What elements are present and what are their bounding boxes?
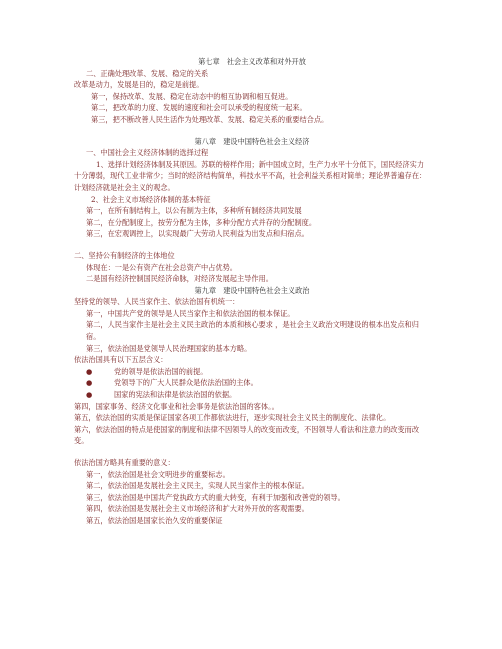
bullet-icon: ● [86,390,93,400]
bullet-text: 党的领导是依法治国的前提。 [114,366,208,376]
ch9-significance-5: 第五，依法治国是国家长治久安的重要保证 [86,515,223,525]
chapter-9-title: 第九章 建设中国特色社会主义政治 [194,285,310,295]
ch9-unity-3: 第三，依法治国是党领导人民治理国家的基本方略。 [86,343,252,353]
ch9-significance-4: 第四，依法治国是发展社会主义市场经济和扩大对外开放的客观需要。 [86,504,309,514]
ch9-meaning-6: 第六，依法治国的特点是使国家的制度和法律不因领导人的改变而改变，不因领导人看法和注意力的改变而改变。 [74,424,420,446]
bullet-item [74,377,430,389]
ch8-subheading-2: 2、社会主义市场经济体制的基本特征 [91,194,211,204]
ch8-sec2-line-1: 体现在：一是公有资产在社会总资产中占优势。 [86,262,237,272]
ch9-significance-2: 第二，依法治国是发展社会主义民主，实现人民当家作主的根本保证。 [86,481,309,491]
ch7-point-1: 第一，保持改革、发展、稳定在动态中的相互协调和相互促进。 [91,91,293,101]
bullet-item [74,366,430,378]
ch9-unity-2: 第二，人民当家作主是社会主义民主政治的本质和核心要求 ，是社会主义政治文明建设的根本出发点和归宿。 [86,320,419,342]
ch9-significance-heading: 依法治国方略具有重要的意义： [74,458,175,467]
ch7-point-2: 第二，把改革的力度、发展的速度和社会可以承受的程度统一起来。 [91,103,307,113]
bullet-text: 国家的宪法和法律是依法治国的依据。 [114,390,237,400]
ch8-section-1-heading: 一、中国社会主义经济体制的选择过程 [86,148,209,158]
ch9-meaning-5: 第五，依法治国的实质是保证国家各项工作都依法进行，逐步实现社会主义民主的制度化、法律化。 [74,413,391,423]
bullet-text: 党领导下的广大人民群众是依法治国的主体。 [114,378,258,388]
bullet-icon: ● [86,378,93,388]
ch9-significance-3: 第三，依法治国是中国共产党执政方式的重大转变，有利于加强和改善党的领导。 [86,492,345,502]
ch8-sec2-line-2: 二是国有经济控制国民经济命脉，对经济发展起主导作用。 [86,274,273,284]
ch8-section-2-heading: 二、坚持公有制经济的主体地位 [74,250,175,260]
document-body [74,56,430,527]
ch9-lead: 坚持党的领导、人民当家作主、依法治国有机统一： [74,297,240,307]
ch9-significance-1: 第一，依法治国是社会文明进步的重要标志。 [86,469,230,479]
ch9-unity-1: 第一，中国共产党的领导是人民当家作主和依法治国的根本保证。 [86,308,295,318]
ch8-feature-2: 第二，在分配制度上，按劳分配为主体，多种分配方式并存的分配制度。 [86,217,317,227]
ch8-paragraph-1: 1、选择计划经济体制及其原因。苏联的榜样作用；新中国成立时，生产力水平十分低下，国民经济实力十分薄弱，现代工业非常少；当时的经济结构简单，科技水平不高，社会利益关系相对简单；理论界普遍存在：计划经济就是社会主义的观念。 [74,159,427,192]
bullet-item [74,389,430,401]
ch7-section-2-heading: 二、正确处理改革、发展、稳定的关系 [86,68,209,78]
chapter-7-title: 第七章 社会主义改革和对外开放 [198,57,306,66]
ch8-feature-3: 第三，在宏观调控上，以实现最广大劳动人民利益为出发点和归宿点。 [86,229,309,239]
ch8-feature-1: 第一，在所有制结构上，以公有制为主体，多种所有制经济共同发展 [86,206,302,216]
ch9-rule-of-law-heading: 依法治国具有以下五层含义： [74,355,168,365]
chapter-8-title: 第八章 建设中国特色社会主义经济 [194,136,310,146]
bullet-icon: ● [86,366,93,376]
ch7-point-3: 第三，把不断改善人民生活作为处理改革、发展、稳定关系的重要结合点。 [91,114,329,124]
ch7-intro: 改革是动力，发展是目的，稳定是前提。 [74,80,204,90]
ch9-meaning-4: 第四，国家事务、经济文化事业和社会事务是依法治国的客体。。 [74,401,279,411]
